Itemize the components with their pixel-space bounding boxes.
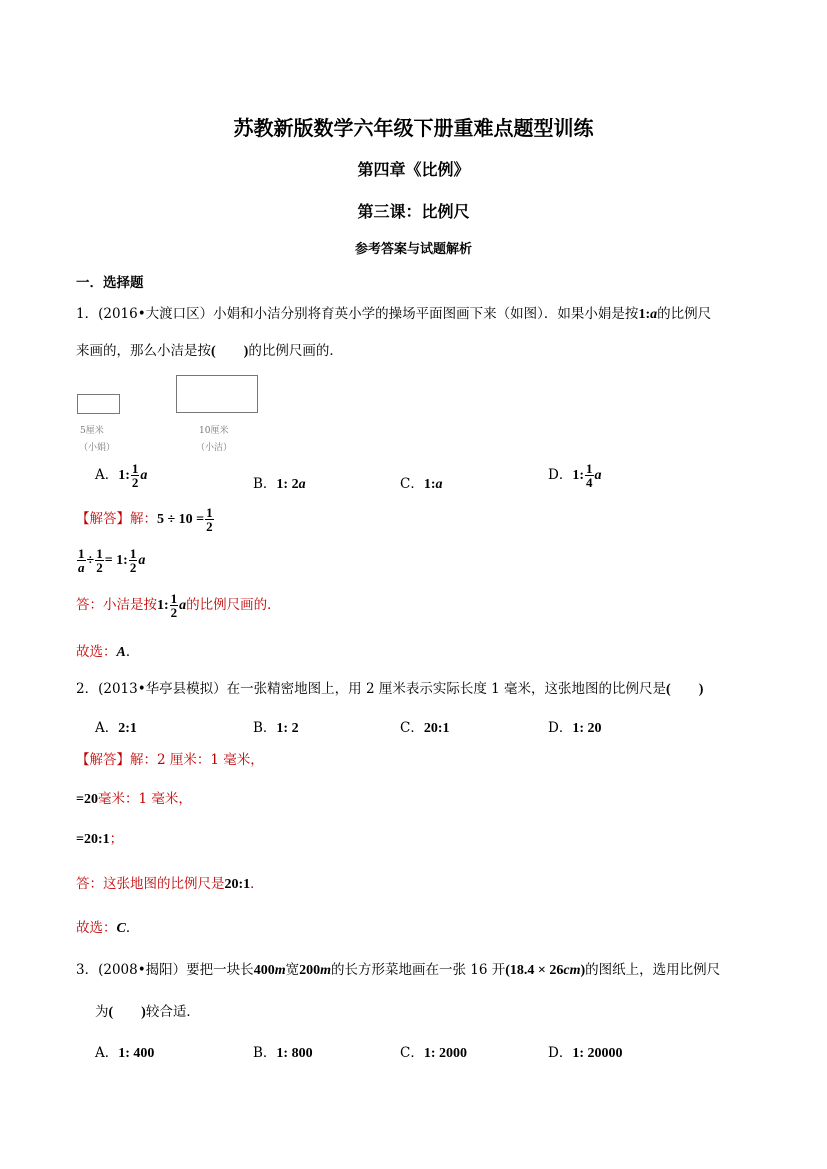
choice-label: 故选： [76,644,117,660]
q1-stem-line2-start: 来画的，那么小洁是按 [76,343,211,359]
option-c-var: a [435,477,443,492]
option-d-ratio: 1: [572,468,584,483]
option-b-value: 1: 2 [276,477,299,492]
q2-answer-line: 答：这张地图的比例尺是20:1． [76,876,264,892]
q2-answer-blank: ( ) [666,682,704,697]
solution-var: a [138,553,146,568]
q1-option-d [548,462,602,489]
option-c-value: 1: [423,477,436,492]
option-d-var: a [594,468,602,483]
q3-answer-blank: ( ) [108,1005,146,1020]
answer-end: 的比例尺画的． [186,597,281,613]
fraction-one-quarter: $\frac{1}{4}$ [586,461,593,490]
q3-stem-line2: 为( )较合适． [95,1004,200,1020]
q3-option-c: C．1: 2000 [400,1045,468,1061]
q1-choice-line [76,640,139,661]
large-figure-length-label: 10厘米 [199,426,229,436]
q1-stem-var: a [650,307,658,322]
answer-var: a [179,598,187,613]
q1-stem-tail: 的比例尺 [657,306,712,322]
fraction-one-half: $\frac{1}{2}$ [131,461,139,490]
small-figure-owner-label: （小娟） [79,443,116,453]
q2-solution-line1 [76,748,264,768]
solution-text: 解：2 厘米：1 毫米， [130,752,264,768]
q3-stem-line1: 3．(2008•揭阳）要把一块长400m宽200m的长方形菜地画在一张 16 开(18.4 × 26cm)的图纸上，选用比例尺 [76,962,721,978]
q1-stem-text: 1．(2016•大渡口区）小娟和小洁分别将育英小学的操场平面图画下来（如图）．如果小娟是按 [76,306,639,322]
option-label: A． [95,467,119,483]
large-rectangle-figure [176,375,258,413]
q2-solution-line2: =20毫米：1 毫米， [76,791,192,807]
q1-stem-ratio: 1: [638,307,651,322]
document-title: 苏教新版数学六年级下册重难点题型训练 [233,116,594,140]
answer-ratio: 1: [157,598,169,613]
fraction-one-half: $\frac{1}{2}$ [206,505,213,534]
q1-stem-line1 [76,302,711,323]
q2-choice-line: 故选：C． [76,920,140,936]
q2-option-c: C．20:1 [400,720,450,736]
fraction-one-half: $\frac{1}{2}$ [129,546,137,575]
option-label: D． [548,467,573,483]
option-label: B． [253,476,277,492]
fraction-one-over-a: $\frac{1}{a}$ [78,546,85,575]
solution-expression: 5 ÷ 10 = [157,512,205,527]
q3-option-a: A．1: 400 [95,1045,155,1061]
fraction-one-half: $\frac{1}{2}$ [170,591,178,620]
small-rectangle-figure [77,394,120,414]
q2-stem [76,677,703,698]
large-figure-owner-label: （小洁） [196,443,233,453]
option-a-var: a [140,468,148,483]
q1-stem-line2-end: 的比例尺画的． [248,343,343,359]
solution-tag: 【解答】 [76,752,130,768]
q3-option-b: B．1: 800 [253,1045,313,1061]
answer-subtitle: 参考答案与试题解析 [354,242,472,257]
q1-option-b [253,472,306,493]
q2-option-a: A．2:1 [95,720,137,736]
q2-stem-text: 2．(2013•华亭县模拟）在一张精密地图上，用 2 厘米表示实际长度 1 毫米，这张地图的比例尺是 [76,681,667,697]
divide-sign: ÷ [86,553,95,568]
q1-stem-line2 [76,339,343,360]
q1-solution-line1 [76,506,215,533]
answer-text: 答：小洁是按 [76,597,157,613]
q2-option-b: B．1: 2 [253,720,299,736]
option-label: C． [400,476,424,492]
equals-ratio: = 1: [104,553,128,568]
q1-option-a [95,462,147,489]
option-a-ratio: 1: [118,468,130,483]
fraction-one-half: $\frac{1}{2}$ [96,546,103,575]
q3-option-d: D．1: 20000 [548,1045,623,1061]
q2-solution-line3: =20:1； [76,831,124,847]
q1-option-c [400,472,443,493]
q1-answer-blank: ( ) [211,344,249,359]
period: ． [125,644,140,660]
chapter-title: 第四章《比例》 [357,160,470,179]
q1-answer-line [76,592,281,619]
solution-tag: 【解答】 [76,511,130,527]
section-heading: 一．选择题 [76,275,144,291]
small-figure-length-label: 5厘米 [80,426,104,436]
option-b-var: a [298,477,306,492]
solution-jie: 解： [130,511,157,527]
lesson-title: 第三课：比例尺 [357,202,470,221]
choice-value: A [116,645,126,660]
q1-solution-line2 [76,547,145,574]
q2-option-d: D．1: 20 [548,720,602,736]
